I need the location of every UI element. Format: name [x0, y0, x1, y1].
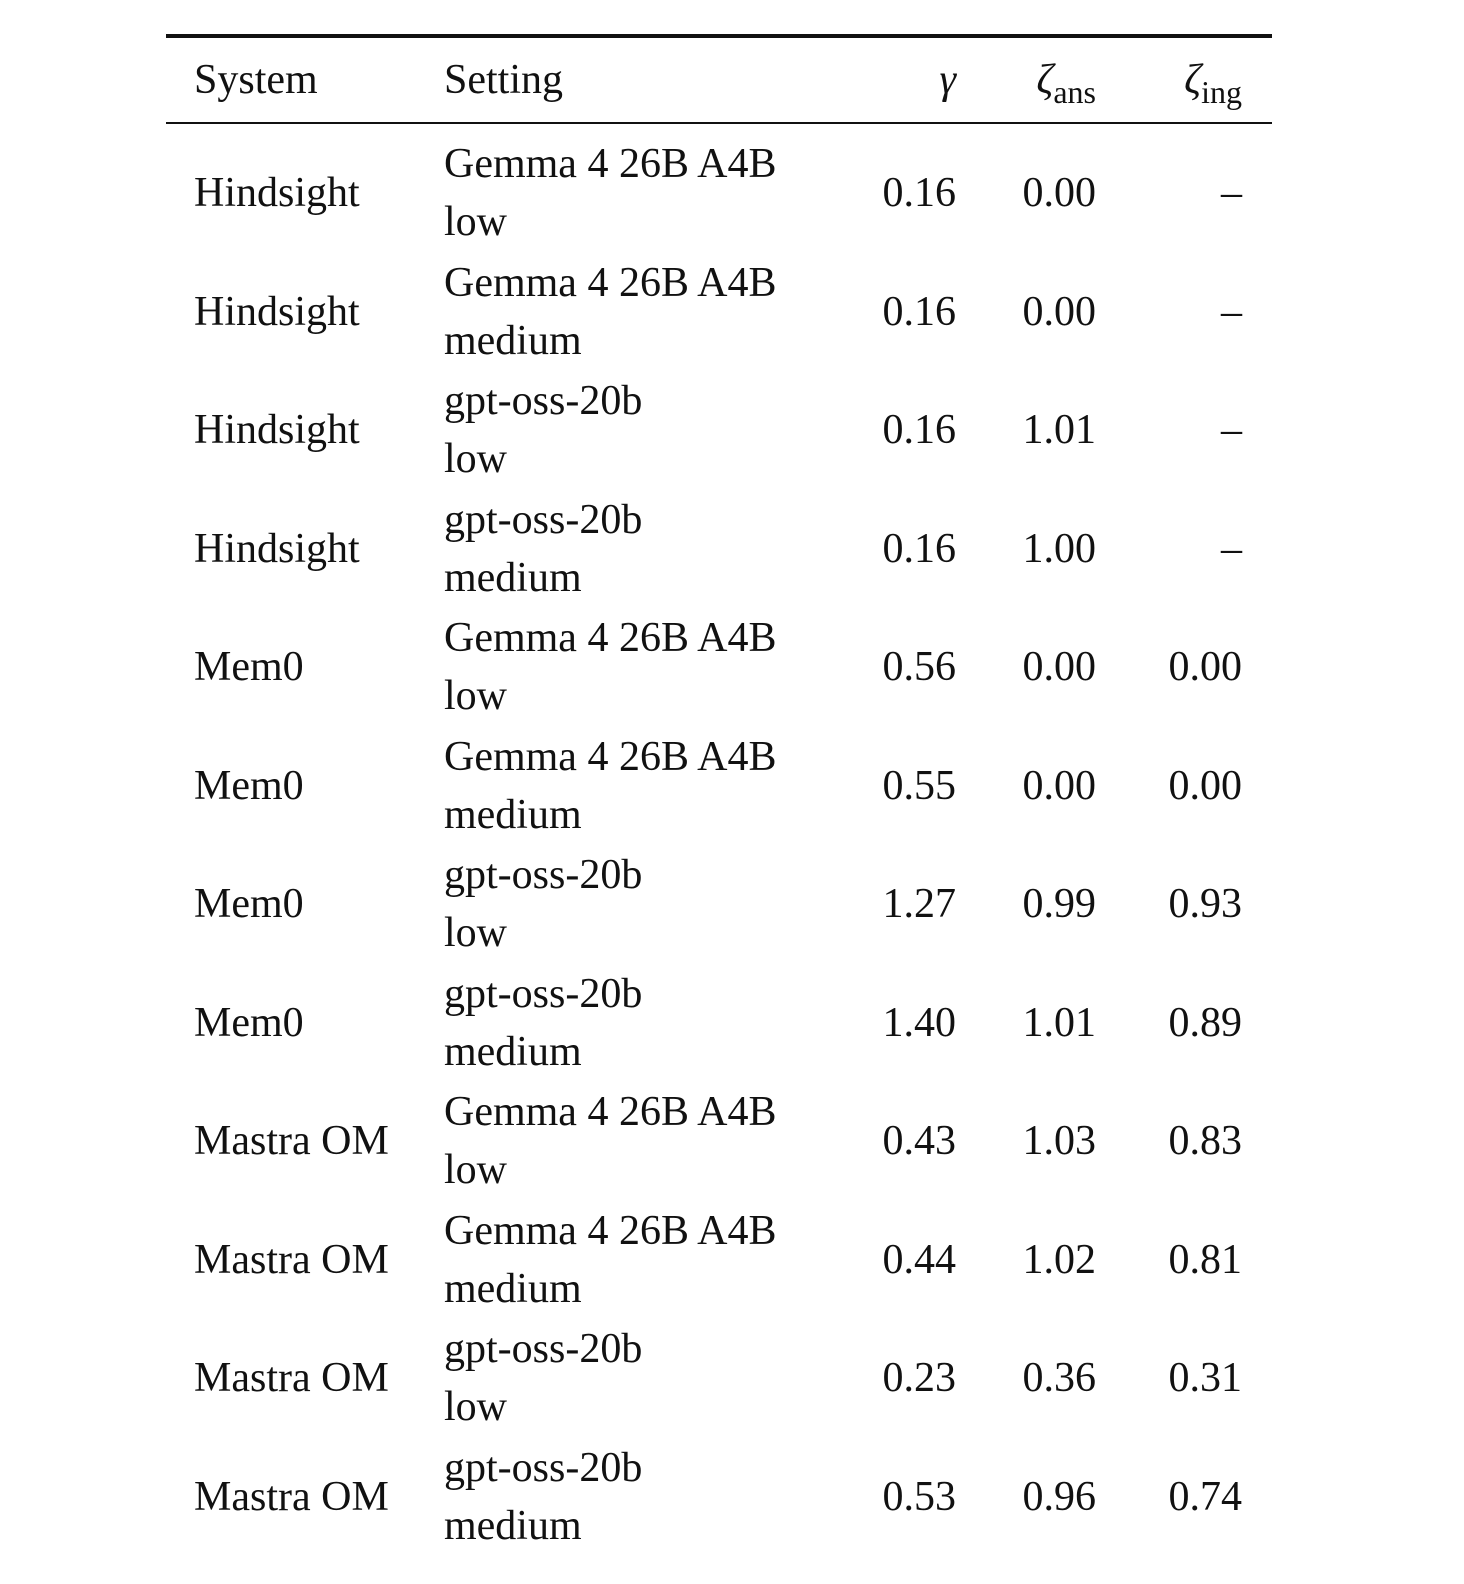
results-table [166, 34, 1272, 1556]
cell-zeta-ing: 0.83 [1168, 1118, 1242, 1165]
cell-zeta-ing: 0.93 [1168, 881, 1242, 928]
cell-zeta-ans: 1.00 [1022, 525, 1096, 572]
cell-zeta-ans: 0.36 [1022, 1355, 1096, 1402]
cell-setting [444, 964, 854, 1083]
table-row [166, 1319, 1272, 1438]
table-row [166, 371, 1272, 490]
cell-setting [444, 1082, 854, 1201]
table-row [166, 1082, 1272, 1201]
cell-system: Mem0 [194, 881, 304, 928]
table-header [166, 36, 1272, 123]
cell-setting [444, 727, 854, 846]
table-row [166, 608, 1272, 727]
cell-zeta-ing: 0.00 [1168, 762, 1242, 809]
cell-system: Mastra OM [194, 1118, 389, 1165]
header-gamma [854, 36, 986, 123]
table-row [166, 964, 1272, 1083]
header-zeta-ans [986, 36, 1126, 123]
cell-gamma: 0.23 [882, 1355, 956, 1402]
setting-model: Gemma 4 26B A4B [444, 141, 777, 188]
cell-gamma: 0.16 [882, 288, 956, 335]
cell-gamma: 1.27 [882, 881, 956, 928]
cell-zeta-ans: 1.01 [1022, 407, 1096, 454]
setting-effort: low [444, 1384, 507, 1431]
table-row [166, 1201, 1272, 1320]
setting-effort: low [444, 436, 507, 483]
zeta-ing-subscript: ing [1201, 74, 1242, 110]
table-row [166, 123, 1272, 253]
cell-zeta-ing: 0.89 [1168, 999, 1242, 1046]
cell-zeta-ans: 0.99 [1022, 881, 1096, 928]
setting-effort: medium [444, 791, 582, 838]
table-row [166, 845, 1272, 964]
cell-zeta-ans: 0.96 [1022, 1473, 1096, 1520]
cell-system: Mem0 [194, 762, 304, 809]
cell-setting [444, 845, 854, 964]
setting-effort: medium [444, 1502, 582, 1549]
cell-gamma: 0.44 [882, 1236, 956, 1283]
cell-zeta-ans: 0.00 [1022, 288, 1096, 335]
header-zeta-ing [1126, 36, 1272, 123]
header-system: System [166, 36, 444, 123]
cell-zeta-ans: 1.03 [1022, 1118, 1096, 1165]
setting-model: Gemma 4 26B A4B [444, 615, 777, 662]
cell-system: Mem0 [194, 644, 304, 691]
cell-zeta-ing: – [1221, 170, 1242, 217]
table-row [166, 727, 1272, 846]
table-row [166, 253, 1272, 372]
setting-model: gpt-oss-20b [444, 970, 643, 1017]
cell-zeta-ans: 0.00 [1022, 170, 1096, 217]
cell-system: Hindsight [194, 525, 360, 572]
cell-gamma: 0.16 [882, 407, 956, 454]
table-row [166, 490, 1272, 609]
cell-setting [444, 371, 854, 490]
cell-setting [444, 123, 854, 253]
cell-zeta-ans: 1.02 [1022, 1236, 1096, 1283]
cell-system: Hindsight [194, 407, 360, 454]
cell-setting [444, 490, 854, 609]
cell-system: Hindsight [194, 288, 360, 335]
cell-setting [444, 1438, 854, 1557]
header-row [166, 36, 1272, 123]
setting-model: gpt-oss-20b [444, 1444, 643, 1491]
setting-effort: medium [444, 317, 582, 364]
table-row [166, 1438, 1272, 1557]
setting-effort: low [444, 673, 507, 720]
cell-gamma: 1.40 [882, 999, 956, 1046]
setting-effort: low [444, 910, 507, 957]
cell-zeta-ans: 0.00 [1022, 644, 1096, 691]
setting-effort: medium [444, 554, 582, 601]
setting-model: Gemma 4 26B A4B [444, 1207, 777, 1254]
cell-gamma: 0.55 [882, 762, 956, 809]
header-setting: Setting [444, 36, 854, 123]
cell-gamma: 0.16 [882, 525, 956, 572]
cell-zeta-ing: 0.31 [1168, 1355, 1242, 1402]
zeta-ans-subscript: ans [1053, 74, 1096, 110]
cell-system: Mastra OM [194, 1355, 389, 1402]
setting-model: Gemma 4 26B A4B [444, 1089, 777, 1136]
cell-gamma: 0.56 [882, 644, 956, 691]
cell-system: Hindsight [194, 170, 360, 217]
cell-setting [444, 608, 854, 727]
setting-effort: medium [444, 1028, 582, 1075]
table-body [166, 123, 1272, 1556]
cell-gamma: 0.53 [882, 1473, 956, 1520]
zeta-ing-symbol: ζ [1184, 57, 1202, 103]
cell-gamma: 0.16 [882, 170, 956, 217]
gamma-symbol: γ [939, 57, 956, 103]
cell-setting [444, 253, 854, 372]
setting-effort: medium [444, 1265, 582, 1312]
cell-system: Mastra OM [194, 1236, 389, 1283]
setting-model: gpt-oss-20b [444, 1326, 643, 1373]
cell-system: Mem0 [194, 999, 304, 1046]
results-table-container [166, 34, 1272, 1556]
cell-system: Mastra OM [194, 1473, 389, 1520]
cell-setting [444, 1201, 854, 1320]
setting-model: Gemma 4 26B A4B [444, 259, 777, 306]
cell-zeta-ing: 0.74 [1168, 1473, 1242, 1520]
cell-zeta-ing: – [1221, 525, 1242, 572]
zeta-ans-symbol: ζ [1036, 57, 1054, 103]
setting-model: gpt-oss-20b [444, 852, 643, 899]
cell-setting [444, 1319, 854, 1438]
cell-zeta-ing: 0.00 [1168, 644, 1242, 691]
setting-model: gpt-oss-20b [444, 496, 643, 543]
setting-model: gpt-oss-20b [444, 378, 643, 425]
cell-zeta-ans: 1.01 [1022, 999, 1096, 1046]
setting-effort: low [444, 199, 507, 246]
setting-effort: low [444, 1147, 507, 1194]
cell-gamma: 0.43 [882, 1118, 956, 1165]
cell-zeta-ing: – [1221, 407, 1242, 454]
cell-zeta-ing: 0.81 [1168, 1236, 1242, 1283]
cell-zeta-ing: – [1221, 288, 1242, 335]
setting-model: Gemma 4 26B A4B [444, 733, 777, 780]
cell-zeta-ans: 0.00 [1022, 762, 1096, 809]
